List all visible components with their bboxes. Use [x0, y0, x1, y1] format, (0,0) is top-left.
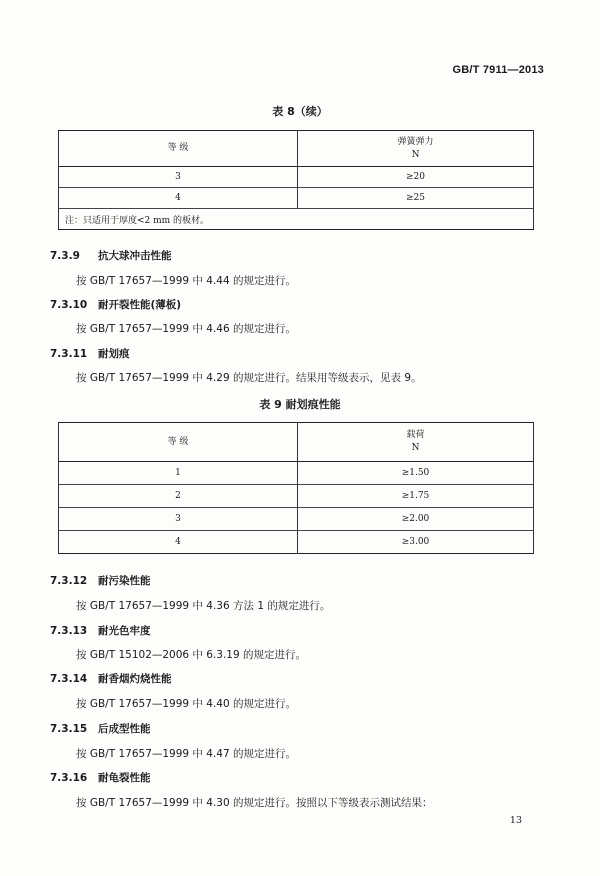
section-title: 耐龟裂性能: [98, 772, 151, 784]
section-number: 7.3.10: [50, 299, 88, 311]
grade-cell: 3: [59, 167, 298, 188]
table8-note-row: [59, 209, 534, 230]
table9-col-grade-header: 等 级: [59, 423, 298, 462]
table9-col-value-title: 载荷: [406, 430, 425, 440]
table9-col-value-header: [298, 423, 534, 462]
value-cell: ≥1.50: [298, 462, 534, 485]
section-heading: [50, 573, 151, 588]
value-cell: ≥3.00: [298, 531, 534, 554]
table9: [58, 422, 534, 554]
section-number: 7.3.13: [50, 625, 88, 637]
section-heading: [50, 770, 151, 785]
section-number: 7.3.9: [50, 250, 80, 262]
section-heading: [50, 297, 181, 312]
table-row: [59, 188, 534, 209]
section-title: 耐划痕: [98, 348, 130, 360]
section-title: 耐光色牢度: [98, 625, 151, 637]
section-title: 耐污染性能: [98, 575, 151, 587]
section-heading: [50, 346, 130, 361]
grade-cell: 2: [59, 485, 298, 508]
section-paragraph: 按 GB/T 17657—1999 中 4.47 的规定进行。: [76, 748, 296, 760]
value-cell: ≥25: [298, 188, 534, 209]
table-row: [59, 531, 534, 554]
section-title: 耐香烟灼烧性能: [98, 673, 172, 685]
table8-col-value-title: 弹簧弹力: [397, 136, 434, 147]
table8-note: 注：只适用于厚度<2 mm 的板材。: [59, 209, 534, 230]
table8-header-row: [59, 131, 534, 167]
standard-code-header: GB/T 7911—2013: [452, 64, 544, 76]
section-title: 后成型性能: [98, 723, 151, 735]
table-row: [59, 508, 534, 531]
value-cell: ≥2.00: [298, 508, 534, 531]
table-row: [59, 485, 534, 508]
section-number: 7.3.16: [50, 772, 88, 784]
table8-caption: 表 8（续）: [272, 105, 328, 118]
section-paragraph: 按 GB/T 17657—1999 中 4.46 的规定进行。: [76, 323, 296, 335]
grade-cell: 4: [59, 531, 298, 554]
table-row: [59, 462, 534, 485]
table8-col-value-header: [298, 131, 534, 167]
table9-header-row: [59, 423, 534, 462]
table9-caption: 表 9 耐划痕性能: [259, 398, 341, 411]
section-title: 抗大球冲击性能: [98, 250, 172, 262]
section-paragraph: 按 GB/T 15102—2006 中 6.3.19 的规定进行。: [76, 649, 306, 661]
table8: [58, 130, 534, 230]
section-paragraph: 按 GB/T 17657—1999 中 4.29 的规定进行。结果用等级表示，见表 9。: [76, 372, 422, 384]
section-heading: [50, 671, 172, 686]
value-cell: ≥20: [298, 167, 534, 188]
table-row: [59, 167, 534, 188]
page-number: 13: [509, 815, 522, 826]
value-cell: ≥1.75: [298, 485, 534, 508]
section-paragraph: 按 GB/T 17657—1999 中 4.40 的规定进行。: [76, 698, 296, 710]
grade-cell: 4: [59, 188, 298, 209]
section-paragraph: 按 GB/T 17657—1999 中 4.36 方法 1 的规定进行。: [76, 600, 331, 612]
section-number: 7.3.14: [50, 673, 88, 685]
section-title: 耐开裂性能(薄板): [98, 299, 182, 311]
grade-cell: 1: [59, 462, 298, 485]
grade-cell: 3: [59, 508, 298, 531]
table9-col-value-unit: N: [411, 443, 420, 453]
section-heading: [50, 248, 172, 263]
section-number: 7.3.15: [50, 723, 88, 735]
section-number: 7.3.12: [50, 575, 88, 587]
section-heading: [50, 721, 151, 736]
section-heading: [50, 623, 151, 638]
table8-col-grade-header: 等 级: [59, 131, 298, 167]
section-number: 7.3.11: [50, 348, 88, 360]
table8-col-value-unit: N: [411, 149, 420, 160]
section-paragraph: 按 GB/T 17657—1999 中 4.30 的规定进行。按照以下等级表示测试结果：: [76, 797, 433, 809]
section-paragraph: 按 GB/T 17657—1999 中 4.44 的规定进行。: [76, 275, 296, 287]
